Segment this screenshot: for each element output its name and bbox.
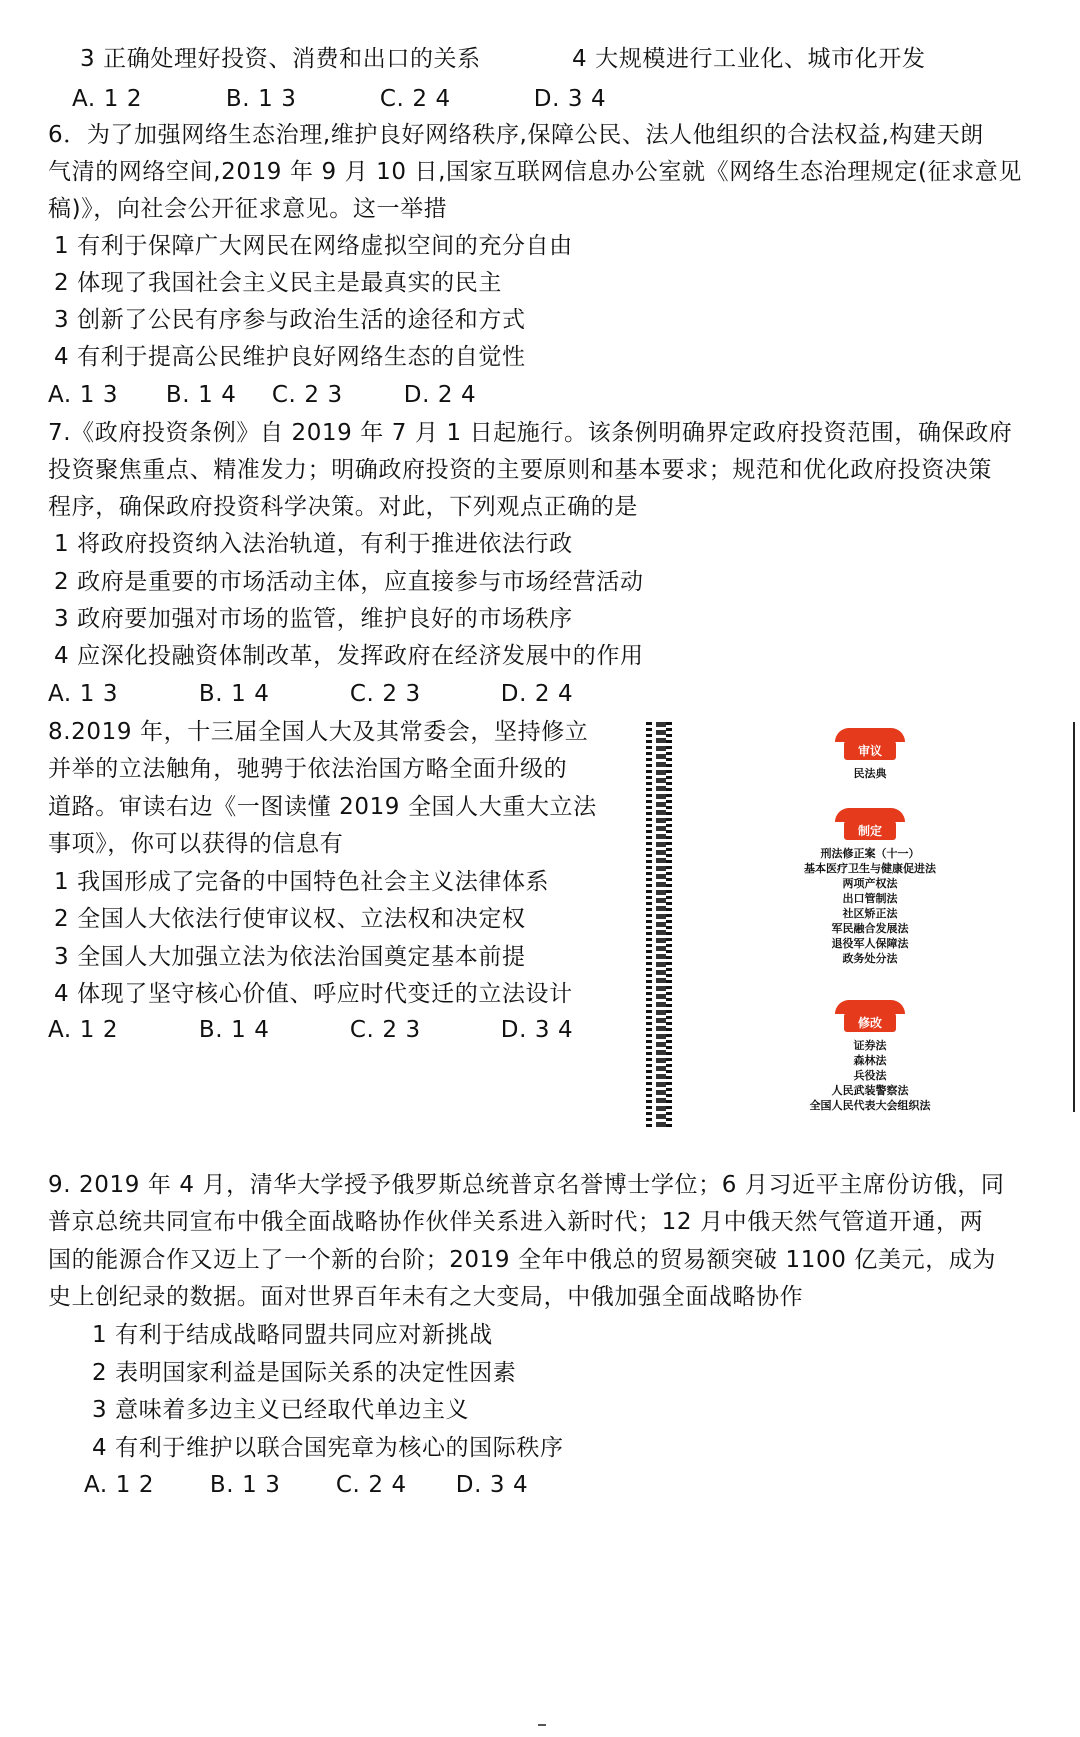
q5-options	[72, 82, 606, 116]
q7-statement-3: 3 政府要加强对市场的监管，维护良好的市场秩序	[54, 606, 573, 632]
enact-banner: 制定	[844, 821, 896, 840]
q7-option-c: C. 2 3	[349, 681, 421, 707]
q7-stem-line-2: 投资聚焦重点、精准发力；明确政府投资的主要原则和基本要求；规范和优化政府投资决策	[48, 457, 992, 483]
amend-law-item: 证券法	[853, 1039, 887, 1052]
q6-stem-line-2: 气清的网络空间,2019 年 9 月 10 日,国家互联网信息办公室就《网络生态治理规定(征求意见	[48, 159, 1022, 185]
q6-statement-2: 2 体现了我国社会主义民主是最真实的民主	[54, 270, 502, 296]
enact-law-item: 政务处分法	[842, 952, 898, 965]
q8-statement-4: 4 体现了坚守核心价值、呼应时代变迁的立法设计	[54, 981, 573, 1007]
q7-stem-line-1: 7.《政府投资条例》自 2019 年 7 月 1 日起施行。该条例明确界定政府投资范围，确保政府	[48, 420, 1013, 446]
q8-statement-3: 3 全国人大加强立法为依法治国奠定基本前提	[54, 944, 526, 970]
q8-option-b: B. 1 4	[198, 1017, 270, 1043]
q8-option-c: C. 2 3	[349, 1017, 421, 1043]
q7-option-a: A. 1 3	[48, 681, 119, 707]
infographic-right-border	[1073, 722, 1075, 1112]
q6-option-c: C. 2 3	[271, 382, 343, 408]
q9-option-b: B. 1 3	[209, 1472, 281, 1498]
q8-stem-line-4: 事项》，你可以获得的信息有	[48, 831, 344, 857]
q9-statement-4: 4 有利于维护以联合国宪章为核心的国际秩序	[92, 1435, 564, 1461]
enact-law-item: 军民融合发展法	[831, 922, 909, 935]
amend-banner: 修改	[844, 1013, 896, 1032]
infographic-section-enact	[760, 808, 980, 966]
review-emblem-icon	[835, 728, 905, 742]
q9-stem-line-4: 史上创纪录的数据。面对世界百年未有之大变局，中俄加强全面战略协作	[48, 1284, 804, 1310]
q7-statement-4: 4 应深化投融资体制改革，发挥政府在经济发展中的作用	[54, 643, 644, 669]
q8-statement-1: 1 我国形成了完备的中国特色社会主义法律体系	[54, 869, 550, 895]
q9-option-c: C. 2 4	[335, 1472, 407, 1498]
q6-statement-3: 3 创新了公民有序参与政治生活的途径和方式	[54, 307, 526, 333]
q8-option-a: A. 1 2	[48, 1017, 119, 1043]
q7-option-b: B. 1 4	[198, 681, 270, 707]
q9-statement-3: 3 意味着多边主义已经取代单边主义	[92, 1397, 470, 1423]
q6-options	[48, 378, 476, 412]
q5-option-d: D. 3 4	[533, 86, 607, 112]
q5-option-c: C. 2 4	[379, 86, 451, 112]
enact-emblem-icon	[835, 808, 905, 822]
enact-law-item: 退役军人保障法	[831, 937, 909, 950]
infographic-section-review	[760, 728, 980, 781]
q9-options	[84, 1468, 528, 1502]
q7-stem-line-3: 程序，确保政府投资科学决策。对此，下列观点正确的是	[48, 494, 638, 520]
q6-option-a: A. 1 3	[48, 382, 119, 408]
q6-stem-line-3: 稿)》，向社会公开征求意见。这一举措	[48, 196, 448, 222]
q5-statement-3: 3 正确处理好投资、消费和出口的关系	[80, 46, 481, 72]
page-footer-mark	[538, 1724, 546, 1726]
review-banner: 审议	[844, 741, 896, 760]
enact-law-item: 刑法修正案（十一）	[820, 847, 920, 860]
q8-stem-line-2: 并举的立法触角，驰骋于依法治国方略全面升级的	[48, 756, 568, 782]
q8-options	[48, 1013, 573, 1047]
q7-options	[48, 677, 573, 711]
infographic-rail-center	[656, 722, 666, 1127]
q8-stem-line-1: 8.2019 年，十三届全国人大及其常委会，坚持修立	[48, 719, 589, 745]
q5-option-b: B. 1 3	[225, 86, 297, 112]
amend-law-item: 森林法	[853, 1054, 887, 1067]
q9-option-d: D. 3 4	[455, 1472, 529, 1498]
q7-statement-2: 2 政府是重要的市场活动主体，应直接参与市场经营活动	[54, 569, 644, 595]
q6-stem-line-1: 6．为了加强网络生态治理,维护良好网络秩序,保障公民、法人他组织的合法权益,构建天朗	[48, 122, 984, 148]
enact-law-item: 基本医疗卫生与健康促进法	[804, 862, 936, 875]
q7-option-d: D. 2 4	[500, 681, 574, 707]
enact-law-item: 社区矫正法	[842, 907, 898, 920]
q8-statement-2: 2 全国人大依法行使审议权、立法权和决定权	[54, 906, 526, 932]
amend-law-item: 兵役法	[853, 1069, 887, 1082]
q9-stem-line-2: 普京总统共同宣布中俄全面战略协作伙伴关系进入新时代；12 月中俄天然气管道开通，两	[48, 1209, 984, 1235]
q6-option-d: D. 2 4	[403, 382, 477, 408]
q5-statement-4: 4 大规模进行工业化、城市化开发	[572, 46, 926, 72]
infographic-section-amend	[760, 1000, 980, 1113]
enact-law-item: 两项产权法	[842, 877, 898, 890]
q7-statement-1: 1 将政府投资纳入法治轨道，有利于推进依法行政	[54, 531, 573, 557]
q8-stem-line-3: 道路。审读右边《一图读懂 2019 全国人大重大立法	[48, 794, 597, 820]
q5-option-a: A. 1 2	[72, 86, 143, 112]
review-law-item: 民法典	[853, 767, 887, 780]
q9-stem-line-3: 国的能源合作又迈上了一个新的台阶；2019 全年中俄总的贸易额突破 1100 亿美元，成为	[48, 1247, 996, 1273]
enact-law-item: 出口管制法	[842, 892, 898, 905]
q8-option-d: D. 3 4	[500, 1017, 574, 1043]
q9-option-a: A. 1 2	[84, 1472, 155, 1498]
q9-statement-2: 2 表明国家利益是国际关系的决定性因素	[92, 1360, 517, 1386]
q6-statement-1: 1 有利于保障广大网民在网络虚拟空间的充分自由	[54, 233, 573, 259]
q9-stem-line-1: 9. 2019 年 4 月，清华大学授予俄罗斯总统普京名誉博士学位；6 月习近平主席份访俄，同	[48, 1172, 1005, 1198]
amend-emblem-icon	[835, 1000, 905, 1014]
amend-law-item: 全国人民代表大会组织法	[809, 1099, 931, 1112]
amend-law-item: 人民武装警察法	[831, 1084, 909, 1097]
q9-statement-1: 1 有利于结成战略同盟共同应对新挑战	[92, 1322, 493, 1348]
q6-option-b: B. 1 4	[165, 382, 237, 408]
q6-statement-4: 4 有利于提高公民维护良好网络生态的自觉性	[54, 344, 526, 370]
